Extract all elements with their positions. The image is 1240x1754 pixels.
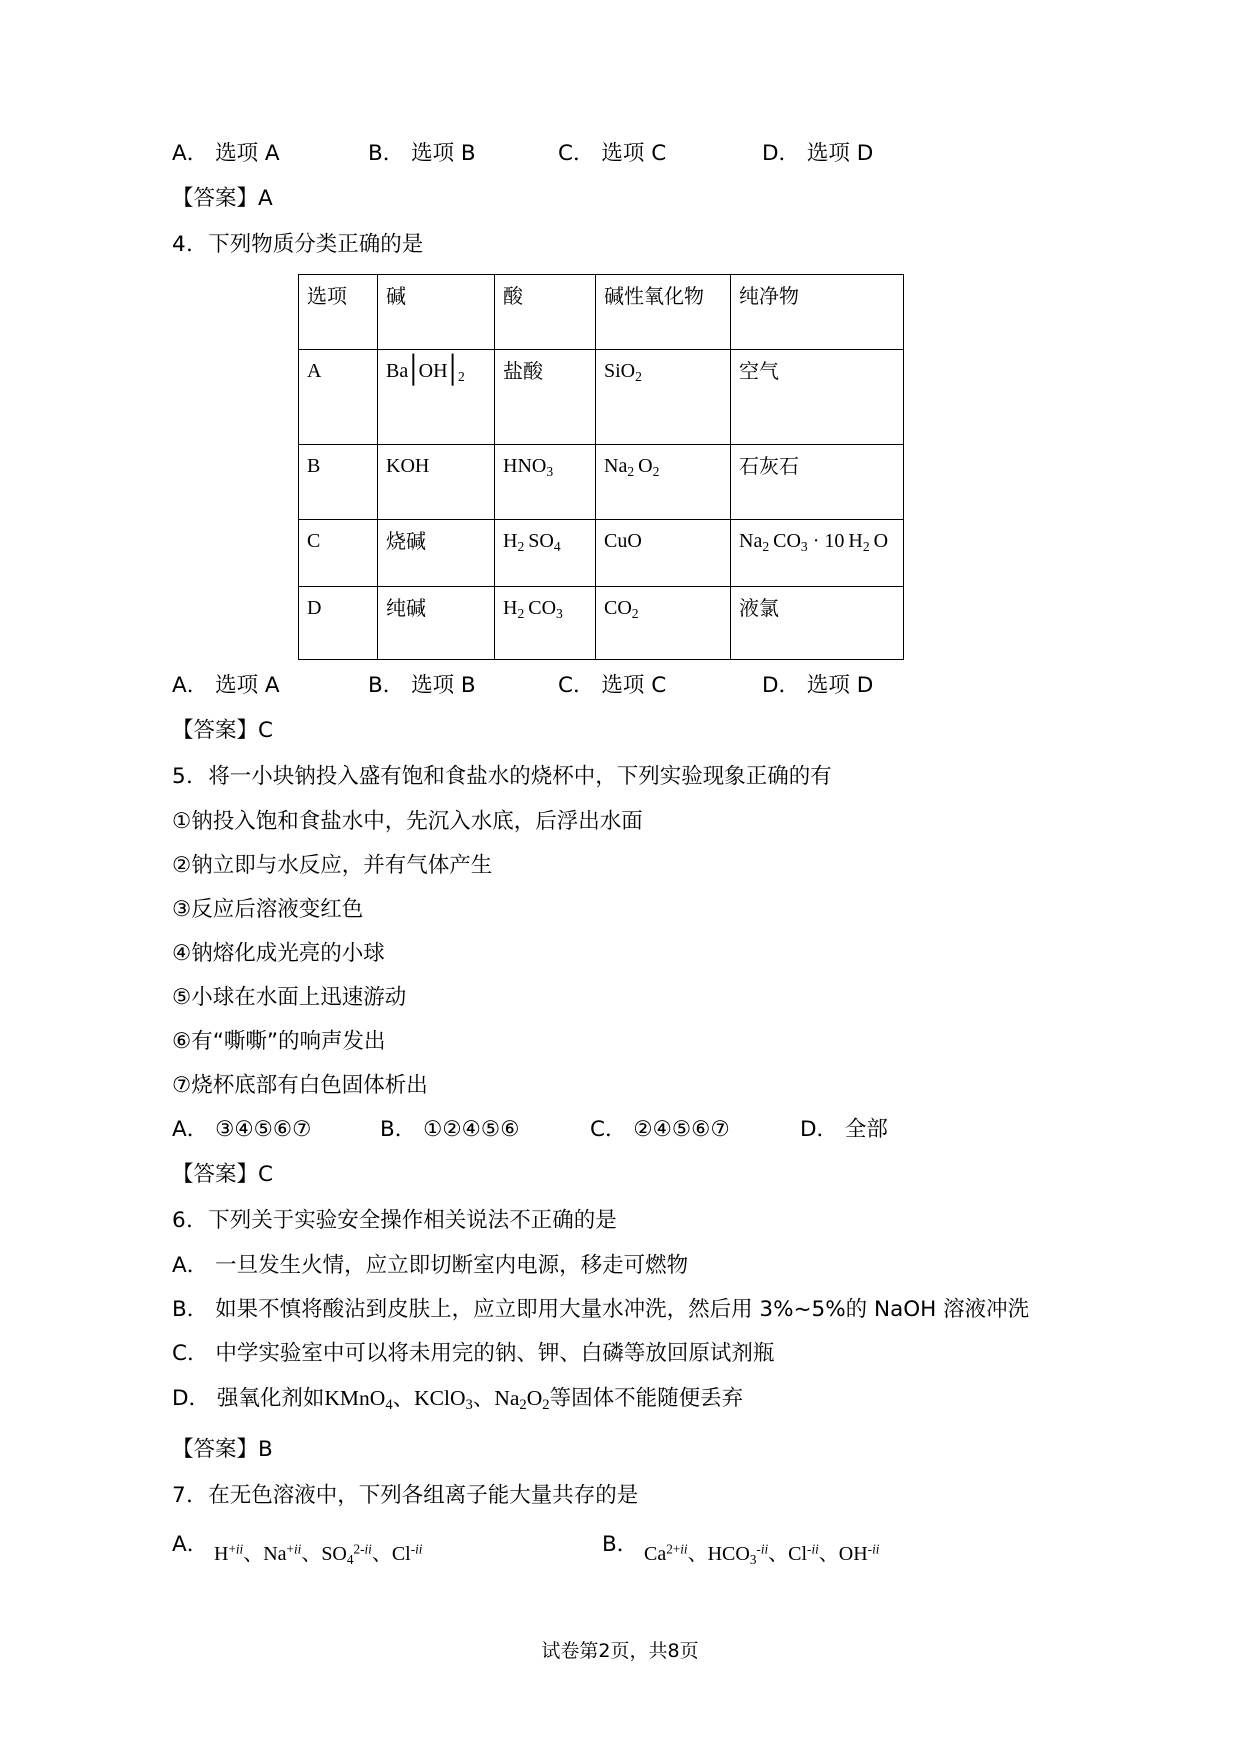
ion-chloride-b: $Cl^{-ii}$	[788, 1541, 819, 1566]
q7-option-b-ions[interactable]: $Ca^{2+ii}$、$HCO_3^{-ii}$、$Cl^{-ii}$、$OH^{-ii}$	[644, 1541, 880, 1568]
q4-table-wrap	[298, 274, 889, 660]
page-footer	[0, 1636, 1240, 1663]
cell-option-a: A	[299, 350, 378, 445]
q6-answer: 【答案】B	[172, 1437, 273, 1463]
q3-option-a[interactable]: A． 选项 A	[172, 141, 280, 166]
cell-acid-b: $HNO_3$	[495, 445, 596, 520]
q5-item-5: ⑤小球在水面上迅速游动	[172, 985, 407, 1010]
ion-hydroxide: $OH^{-ii}$	[838, 1541, 880, 1566]
cell-pure-c: $Na_2$ $CO_3 \cdot 10$ $H_2$ O	[731, 520, 904, 587]
header-basic-oxide: 碱性氧化物	[596, 275, 731, 350]
q4-stem: 4．下列物质分类正确的是	[172, 232, 424, 257]
q7-option-a-ions[interactable]: $H^{+ii}$、$Na^{+ii}$、$SO_4^{2-ii}$、$Cl^{-ii}$	[214, 1541, 423, 1568]
q6-option-b[interactable]: B． 如果不慎将酸沾到皮肤上，应立即用大量水冲洗，然后用 3%~5%的 NaOH 溶液冲洗	[172, 1297, 1030, 1322]
cell-option-b: B	[299, 445, 378, 520]
q4-option-b[interactable]: B． 选项 B	[368, 673, 476, 698]
substance-classification-table	[298, 274, 904, 660]
q3-option-d[interactable]: D． 选项 D	[762, 141, 874, 166]
table-row	[299, 445, 904, 520]
q4-option-c[interactable]: C． 选项 C	[558, 673, 667, 698]
q3-option-c[interactable]: C． 选项 C	[558, 141, 667, 166]
ion-calcium: $Ca^{2+ii}$	[644, 1541, 688, 1566]
table-header-row	[299, 275, 904, 350]
q6-option-d[interactable]: D． 强氧化剂如KMnO$_4$、KClO$_3$、$Na_2O_2$等固体不能随便丢弃	[172, 1386, 744, 1414]
cell-basic-oxide-d: $CO_2$	[596, 587, 731, 660]
q5-item-4: ④钠熔化成光亮的小球	[172, 941, 385, 966]
q5-options-row	[172, 1108, 1072, 1152]
q4-answer: 【答案】C	[172, 718, 274, 743]
q6-option-a[interactable]: A． 一旦发生火情，应立即切断室内电源，移走可燃物	[172, 1253, 689, 1278]
cell-pure-b: 石灰石	[731, 445, 904, 520]
cell-option-c: C	[299, 520, 378, 587]
q5-option-a[interactable]: A． ③④⑤⑥⑦	[172, 1117, 312, 1142]
q5-item-6: ⑥有“嘶嘶”的响声发出	[172, 1029, 386, 1054]
header-base: 碱	[378, 275, 495, 350]
ion-bicarbonate: $HCO_3^{-ii}$	[707, 1541, 769, 1568]
table-row	[299, 587, 904, 660]
cell-pure-d: 液氯	[731, 587, 904, 660]
cell-acid-c: $H_2$ $SO_4$	[495, 520, 596, 587]
q5-item-7: ⑦烧杯底部有白色固体析出	[172, 1073, 428, 1098]
q5-answer: 【答案】C	[172, 1162, 274, 1187]
q4-option-a[interactable]: A． 选项 A	[172, 673, 280, 698]
cell-base-a: $Ba⎮OH⎮_2$	[378, 350, 495, 445]
q5-item-2: ②钠立即与水反应，并有气体产生	[172, 853, 493, 878]
q5-item-3: ③反应后溶液变红色	[172, 897, 364, 922]
table-row	[299, 350, 904, 445]
ion-h: $H^{+ii}$	[214, 1541, 244, 1566]
header-option: 选项	[299, 275, 378, 350]
footer-text: 试卷第2页，共8页	[541, 1640, 699, 1662]
q5-item-1: ①钠投入饱和食盐水中，先沉入水底，后浮出水面	[172, 809, 643, 834]
q4-options-row	[172, 664, 1072, 708]
q6-stem: 6．下列关于实验安全操作相关说法不正确的是	[172, 1208, 617, 1233]
cell-pure-a: 空气	[731, 350, 904, 445]
q7-options-row	[172, 1519, 1072, 1579]
table-row	[299, 520, 904, 587]
ion-na: $Na^{+ii}$	[263, 1541, 302, 1566]
q7-option-a-key: A．	[172, 1532, 209, 1558]
cell-basic-oxide-c: CuO	[596, 520, 731, 587]
header-acid: 酸	[495, 275, 596, 350]
q7-option-b-key: B．	[602, 1532, 639, 1558]
cell-basic-oxide-b: $Na_2$ $O_2$	[596, 445, 731, 520]
cell-acid-a: 盐酸	[495, 350, 596, 445]
q4-option-d[interactable]: D． 选项 D	[762, 673, 874, 698]
q6-option-c[interactable]: C． 中学实验室中可以将未用完的钠、钾、白磷等放回原试剂瓶	[172, 1341, 775, 1366]
cell-acid-d: $H_2$ $CO_3$	[495, 587, 596, 660]
q5-option-d[interactable]: D． 全部	[800, 1117, 888, 1142]
q7-stem: 7．在无色溶液中，下列各组离子能大量共存的是	[172, 1483, 639, 1509]
cell-basic-oxide-a: SiO$_2$	[596, 350, 731, 445]
cell-base-b: KOH	[378, 445, 495, 520]
cell-base-c: 烧碱	[378, 520, 495, 587]
q5-option-c[interactable]: C． ②④⑤⑥⑦	[590, 1117, 730, 1142]
header-pure-substance: 纯净物	[731, 275, 904, 350]
cell-option-d: D	[299, 587, 378, 660]
q5-stem: 5．将一小块钠投入盛有饱和食盐水的烧杯中，下列实验现象正确的有	[172, 764, 832, 789]
q3-answer: 【答案】A	[172, 186, 273, 211]
q3-option-b[interactable]: B． 选项 B	[368, 141, 476, 166]
q3-options-row	[172, 132, 1072, 176]
page-content	[172, 132, 1072, 1579]
q5-option-b[interactable]: B． ①②④⑤⑥	[380, 1117, 520, 1142]
cell-base-d: 纯碱	[378, 587, 495, 660]
ion-sulfate: $SO_4^{2-ii}$	[321, 1541, 372, 1568]
ion-chloride: $Cl^{-ii}$	[391, 1541, 423, 1566]
